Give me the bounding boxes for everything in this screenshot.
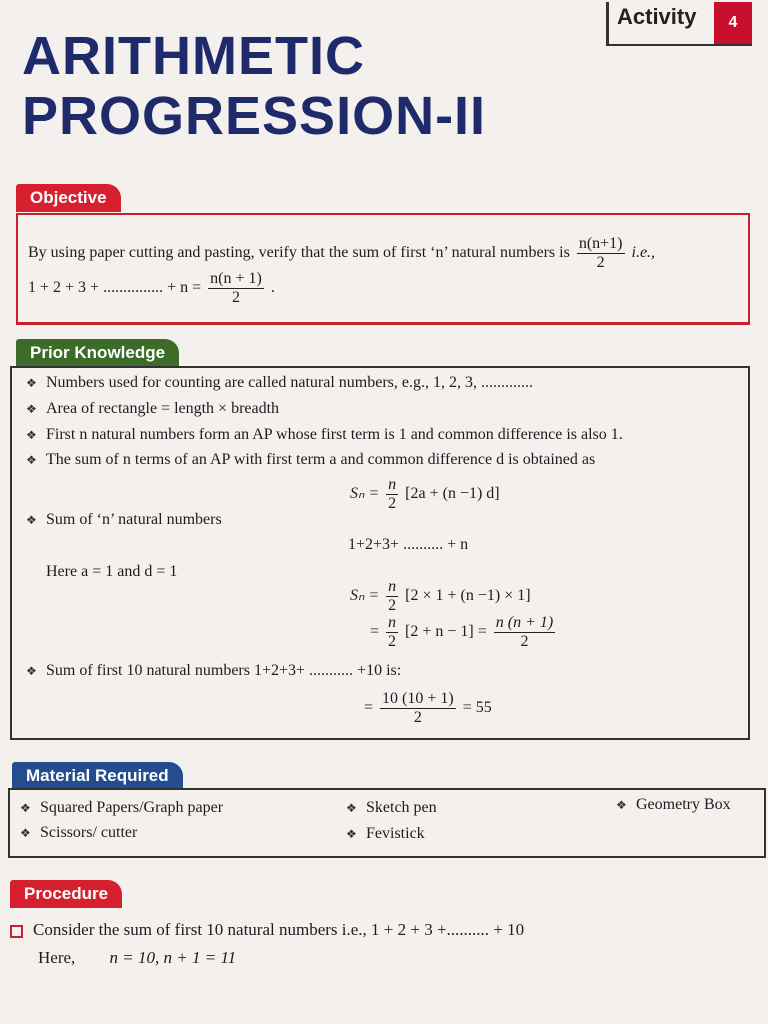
- sum-expression: 1+2+3+ .......... + n: [348, 536, 469, 553]
- title-line-1: ARITHMETIC: [22, 26, 365, 86]
- formula-fraction: [386, 578, 398, 615]
- formula-fraction: [380, 690, 456, 727]
- formula-fraction: [386, 476, 398, 513]
- objective-text: By using paper cutting and pasting, verify that the sum of first ‘n’ natural numbers is: [28, 244, 570, 262]
- sn-formula: [350, 476, 500, 513]
- fraction-numerator: n: [388, 614, 397, 631]
- formula-lhs: Sₙ =: [350, 587, 380, 605]
- activity-tab: [606, 2, 752, 46]
- prior-bullet-1: [26, 374, 533, 392]
- objective-fraction-2: [208, 270, 264, 307]
- prior-bullet-4: [26, 451, 595, 469]
- diamond-bullet-icon: ❖: [26, 513, 37, 527]
- material-text: Sketch pen: [366, 799, 437, 816]
- prior-bullet-2: [26, 400, 279, 418]
- fraction-denominator: 2: [520, 633, 529, 650]
- fraction-denominator: 2: [388, 633, 397, 650]
- material-item-sketch-pen: [346, 799, 437, 817]
- formula-mid: [2 + n − 1] =: [405, 623, 487, 641]
- formula-lhs: Sₙ =: [350, 485, 380, 503]
- fraction-numerator: n (n + 1): [495, 614, 554, 631]
- bullet-text: Sum of ‘n’ natural numbers: [46, 511, 222, 528]
- step-3: [364, 690, 492, 727]
- diamond-bullet-icon: ❖: [26, 402, 37, 416]
- prior-bullet-3: [26, 426, 623, 444]
- step-1: [350, 578, 531, 615]
- activity-number: 4: [714, 2, 752, 44]
- activity-label: Activity: [617, 4, 697, 29]
- material-item-scissors: [20, 824, 137, 842]
- material-item-geometry-box: [616, 796, 731, 814]
- prior-knowledge-label: Prior Knowledge: [16, 339, 179, 367]
- step-2: [370, 614, 558, 651]
- objective-fraction-1: [577, 235, 625, 272]
- objective-ie: i.e.,: [631, 244, 656, 262]
- material-text: Scissors/ cutter: [40, 824, 138, 841]
- objective-sum-expr: 1 + 2 + 3 + ............... + n =: [28, 279, 202, 297]
- prior-bullet-6: [26, 662, 401, 680]
- procedure-here-label: Here,: [38, 948, 76, 967]
- equals-sign: =: [370, 623, 380, 641]
- diamond-bullet-icon: ❖: [20, 801, 31, 815]
- objective-label: Objective: [16, 184, 121, 212]
- checkbox-icon: [10, 925, 23, 938]
- objective-line-1: [28, 235, 655, 272]
- fraction-numerator: n(n + 1): [210, 270, 262, 287]
- fraction-denominator: 2: [388, 597, 397, 614]
- fraction-denominator: 2: [413, 709, 422, 726]
- bullet-text: Sum of first 10 natural numbers 1+2+3+ ........... +10 is:: [46, 662, 402, 679]
- fraction-numerator: n: [388, 578, 397, 595]
- procedure-here: [38, 948, 236, 968]
- diamond-bullet-icon: ❖: [26, 376, 37, 390]
- formula-rhs: [2 × 1 + (n −1) × 1]: [405, 587, 531, 605]
- diamond-bullet-icon: ❖: [26, 453, 37, 467]
- fraction-numerator: n: [388, 476, 397, 493]
- material-required-label: Material Required: [12, 762, 183, 790]
- formula-result-fraction: [494, 614, 555, 651]
- formula-fraction: [386, 614, 398, 651]
- diamond-bullet-icon: ❖: [346, 827, 357, 841]
- procedure-step-1: [10, 920, 524, 940]
- fraction-numerator: 10 (10 + 1): [382, 690, 454, 707]
- formula-rhs: [2a + (n −1) d]: [405, 485, 500, 503]
- procedure-text: Consider the sum of first 10 natural numbers i.e., 1 + 2 + 3 +.......... + 10: [33, 920, 525, 939]
- equals-sign: =: [364, 699, 374, 717]
- fraction-denominator: 2: [231, 289, 240, 306]
- material-item-graph-paper: [20, 799, 223, 817]
- page-title: [22, 26, 582, 146]
- material-text: Fevistick: [366, 825, 425, 842]
- diamond-bullet-icon: ❖: [346, 801, 357, 815]
- diamond-bullet-icon: ❖: [616, 798, 627, 812]
- objective-period: .: [270, 279, 275, 297]
- bullet-text: The sum of n terms of an AP with first term a and common difference d is obtained as: [46, 451, 596, 468]
- material-text: Geometry Box: [636, 796, 731, 813]
- diamond-bullet-icon: ❖: [26, 664, 37, 678]
- title-line-2: PROGRESSION-II: [22, 86, 487, 146]
- bullet-text: Area of rectangle = length × breadth: [46, 400, 280, 417]
- diamond-bullet-icon: ❖: [20, 826, 31, 840]
- fraction-numerator: n(n+1): [578, 235, 623, 252]
- diamond-bullet-icon: ❖: [26, 428, 37, 442]
- procedure-label: Procedure: [10, 880, 122, 908]
- procedure-here-expr: n = 10, n + 1 = 11: [109, 948, 237, 967]
- material-text: Squared Papers/Graph paper: [40, 799, 224, 816]
- here-values: Here a = 1 and d = 1: [46, 563, 178, 580]
- objective-line-2: [28, 270, 275, 307]
- fraction-denominator: 2: [388, 495, 397, 512]
- formula-rhs: = 55: [462, 699, 492, 717]
- material-item-fevistick: [346, 825, 425, 843]
- prior-bullet-5: [26, 511, 222, 529]
- bullet-text: First n natural numbers form an AP whose first term is 1 and common difference is also 1.: [46, 426, 623, 443]
- fraction-denominator: 2: [596, 254, 605, 271]
- bullet-text: Numbers used for counting are called natural numbers, e.g., 1, 2, 3, .............: [46, 374, 533, 391]
